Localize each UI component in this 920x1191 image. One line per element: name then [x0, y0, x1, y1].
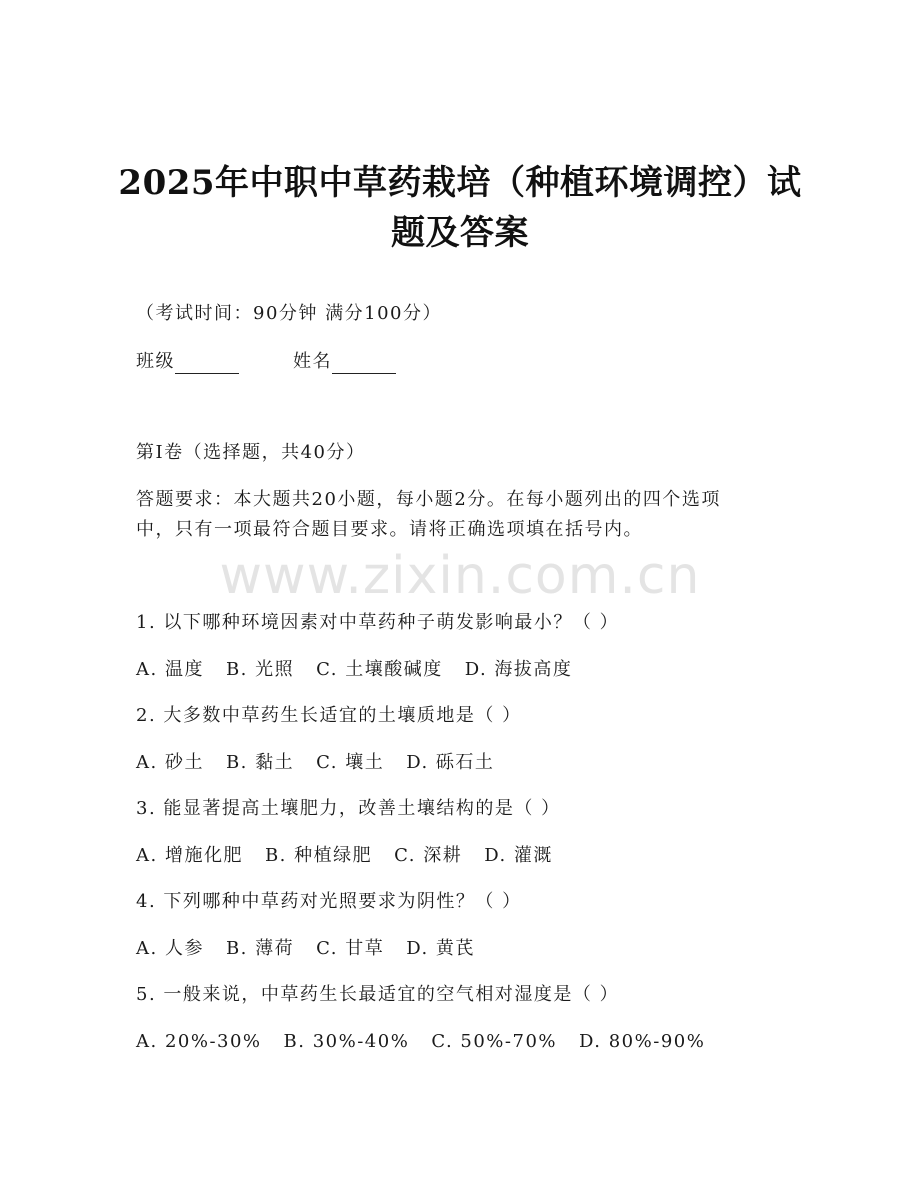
option-a[interactable]: A. 人参	[136, 938, 204, 959]
question-4: 4. 下列哪种中草药对光照要求为阴性？（ ）	[136, 891, 522, 912]
name-label: 姓名	[293, 351, 332, 372]
question-3: 3. 能显著提高土壤肥力，改善土壤结构的是（ ）	[136, 798, 561, 819]
question-4-options	[136, 937, 497, 961]
option-b[interactable]: B. 种植绿肥	[264, 845, 373, 866]
option-a[interactable]: A. 砂土	[136, 752, 204, 773]
option-d[interactable]: D. 海拔高度	[464, 659, 573, 680]
watermark: www.zixin.com.cn	[219, 546, 701, 606]
option-b[interactable]: B. 薄荷	[225, 938, 295, 959]
question-2: 2. 大多数中草药生长适宜的土壤质地是（ ）	[136, 705, 522, 726]
exam-info: （考试时间：90分钟 满分100分）	[136, 303, 442, 324]
option-c[interactable]: C. 甘草	[316, 938, 385, 959]
class-blank[interactable]	[175, 355, 239, 374]
option-b[interactable]: B. 光照	[225, 659, 295, 680]
option-c[interactable]: C. 50%-70%	[431, 1031, 557, 1052]
option-a[interactable]: A. 温度	[136, 659, 204, 680]
student-fields	[136, 350, 396, 374]
question-5: 5. 一般来说，中草药生长最适宜的空气相对湿度是（ ）	[136, 984, 620, 1005]
question-5-options	[136, 1030, 727, 1054]
question-1-options	[136, 658, 594, 682]
instructions-line-1: 答题要求：本大题共20小题，每小题2分。在每小题列出的四个选项	[136, 489, 721, 510]
option-a[interactable]: A. 20%-30%	[136, 1031, 262, 1052]
name-blank[interactable]	[332, 355, 396, 374]
option-d[interactable]: D. 灌溉	[484, 845, 553, 866]
section-heading: 第I卷（选择题，共40分）	[136, 442, 366, 463]
option-d[interactable]: D. 80%-90%	[579, 1031, 706, 1052]
question-2-options	[136, 751, 516, 775]
document-title-line-2: 题及答案	[391, 213, 529, 253]
option-c[interactable]: C. 深耕	[394, 845, 463, 866]
class-label: 班级	[136, 351, 175, 372]
document-title-line-1: 2025年中职中草药栽培（种植环境调控）试	[118, 163, 802, 203]
option-b[interactable]: B. 30%-40%	[283, 1031, 410, 1052]
option-a[interactable]: A. 增施化肥	[136, 845, 243, 866]
instructions-line-2: 中，只有一项最符合题目要求。请将正确选项填在括号内。	[136, 519, 643, 540]
question-1: 1. 以下哪种环境因素对中草药种子萌发影响最小？（ ）	[136, 612, 620, 633]
option-d[interactable]: D. 黄芪	[406, 938, 475, 959]
question-3-options	[136, 844, 575, 868]
option-c[interactable]: C. 土壤酸碱度	[316, 659, 443, 680]
option-b[interactable]: B. 黏土	[225, 752, 295, 773]
option-d[interactable]: D. 砾石土	[406, 752, 495, 773]
option-c[interactable]: C. 壤土	[316, 752, 385, 773]
